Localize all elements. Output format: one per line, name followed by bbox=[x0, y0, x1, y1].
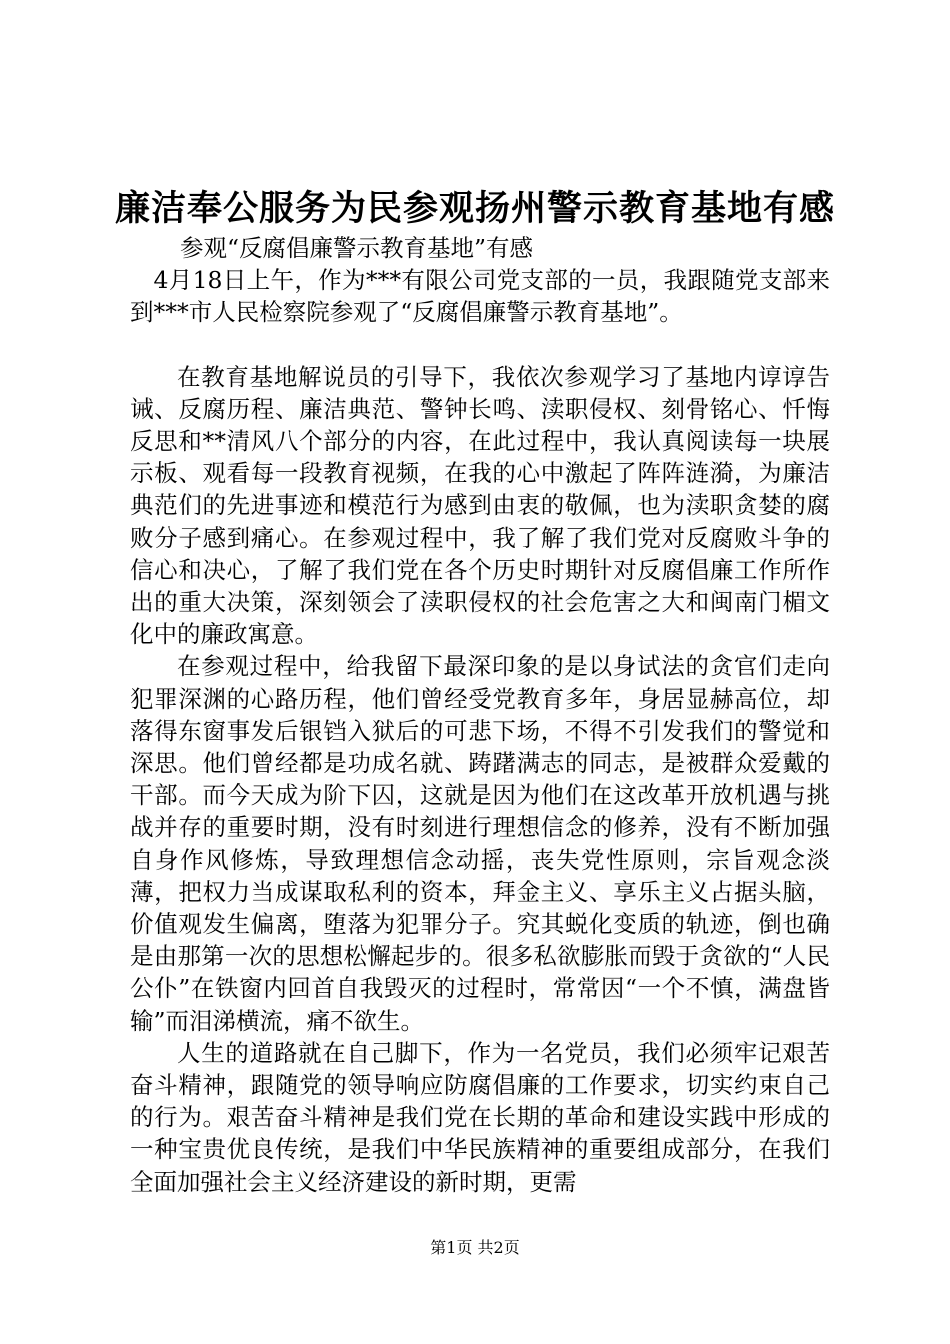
paragraph: 人生的道路就在自己脚下，作为一名党员，我们必须牢记艰苦奋斗精神，跟随党的领导响应防腐倡廉的工作要求，切实约束自己的行为。艰苦奋斗精神是我们党在长期的革命和建设实践中形成的一种宝贵优良传统，是我们中华民族精神的重要组成部分，在我们全面加强社会主义经济建设的新时期，更需 bbox=[130, 1038, 830, 1196]
paragraph-intro: 4月18日上午，作为***有限公司党支部的一员，我跟随党支部来到***市人民检察院参观了“反腐倡廉警示教育基地”。 bbox=[130, 266, 830, 327]
paragraph: 在参观过程中，给我留下最深印象的是以身试法的贪官们走向犯罪深渊的心路历程，他们曾经受党教育多年，身居显赫高位，却落得东窗事发后银铛入狱后的可悲下场，不得不引发我们的警觉和深思。他们曾经都是功成名就、踌躇满志的同志，是被群众爱戴的干部。而今天成为阶下囚，这就是因为他们在这改革开放机遇与挑战并存的重要时期，没有时刻进行理想信念的修养，没有不断加强自身作风修炼，导致理想信念动摇，丧失党性原则，宗旨观念淡薄，把权力当成谋取私利的资本，拜金主义、享乐主义占据头脑，价值观发生偏离，堕落为犯罪分子。究其蜕化变质的轨迹，倒也确是由那第一次的思想松懈起步的。很多私欲膨胀而毁于贪欲的“人民公仆”在铁窗内回首自我毁灭的过程时，常常因“一个不慎，满盘皆输”而泪涕横流，痛不欲生。 bbox=[130, 652, 830, 1035]
paragraph: 在教育基地解说员的引导下，我依次参观学习了基地内谆谆告诫、反腐历程、廉洁典范、警钟长鸣、渎职侵权、刻骨铭心、忏悔反思和**清风八个部分的内容，在此过程中，我认真阅读每一块展示板、观看每一段教育视频，在我的心中激起了阵阵涟漪，为廉洁典范们的先进事迹和模范行为感到由衷的敬佩，也为渎职贪婪的腐败分子感到痛心。在参观过程中，我了解了我们党对反腐败斗争的信心和决心，了解了我们党在各个历史时期针对反腐倡廉工作所作出的重大决策，深刻领会了渎职侵权的社会危害之大和闽南门楣文化中的廉政寓意。 bbox=[130, 362, 830, 649]
document-subtitle: 参观“反腐倡廉警示教育基地”有感 bbox=[180, 234, 534, 262]
document-body bbox=[130, 232, 830, 1198]
document-title: 廉洁奉公服务为民参观扬州警示教育基地有感 bbox=[114, 189, 835, 229]
page-footer: 第1页 共2页 bbox=[430, 1238, 520, 1257]
